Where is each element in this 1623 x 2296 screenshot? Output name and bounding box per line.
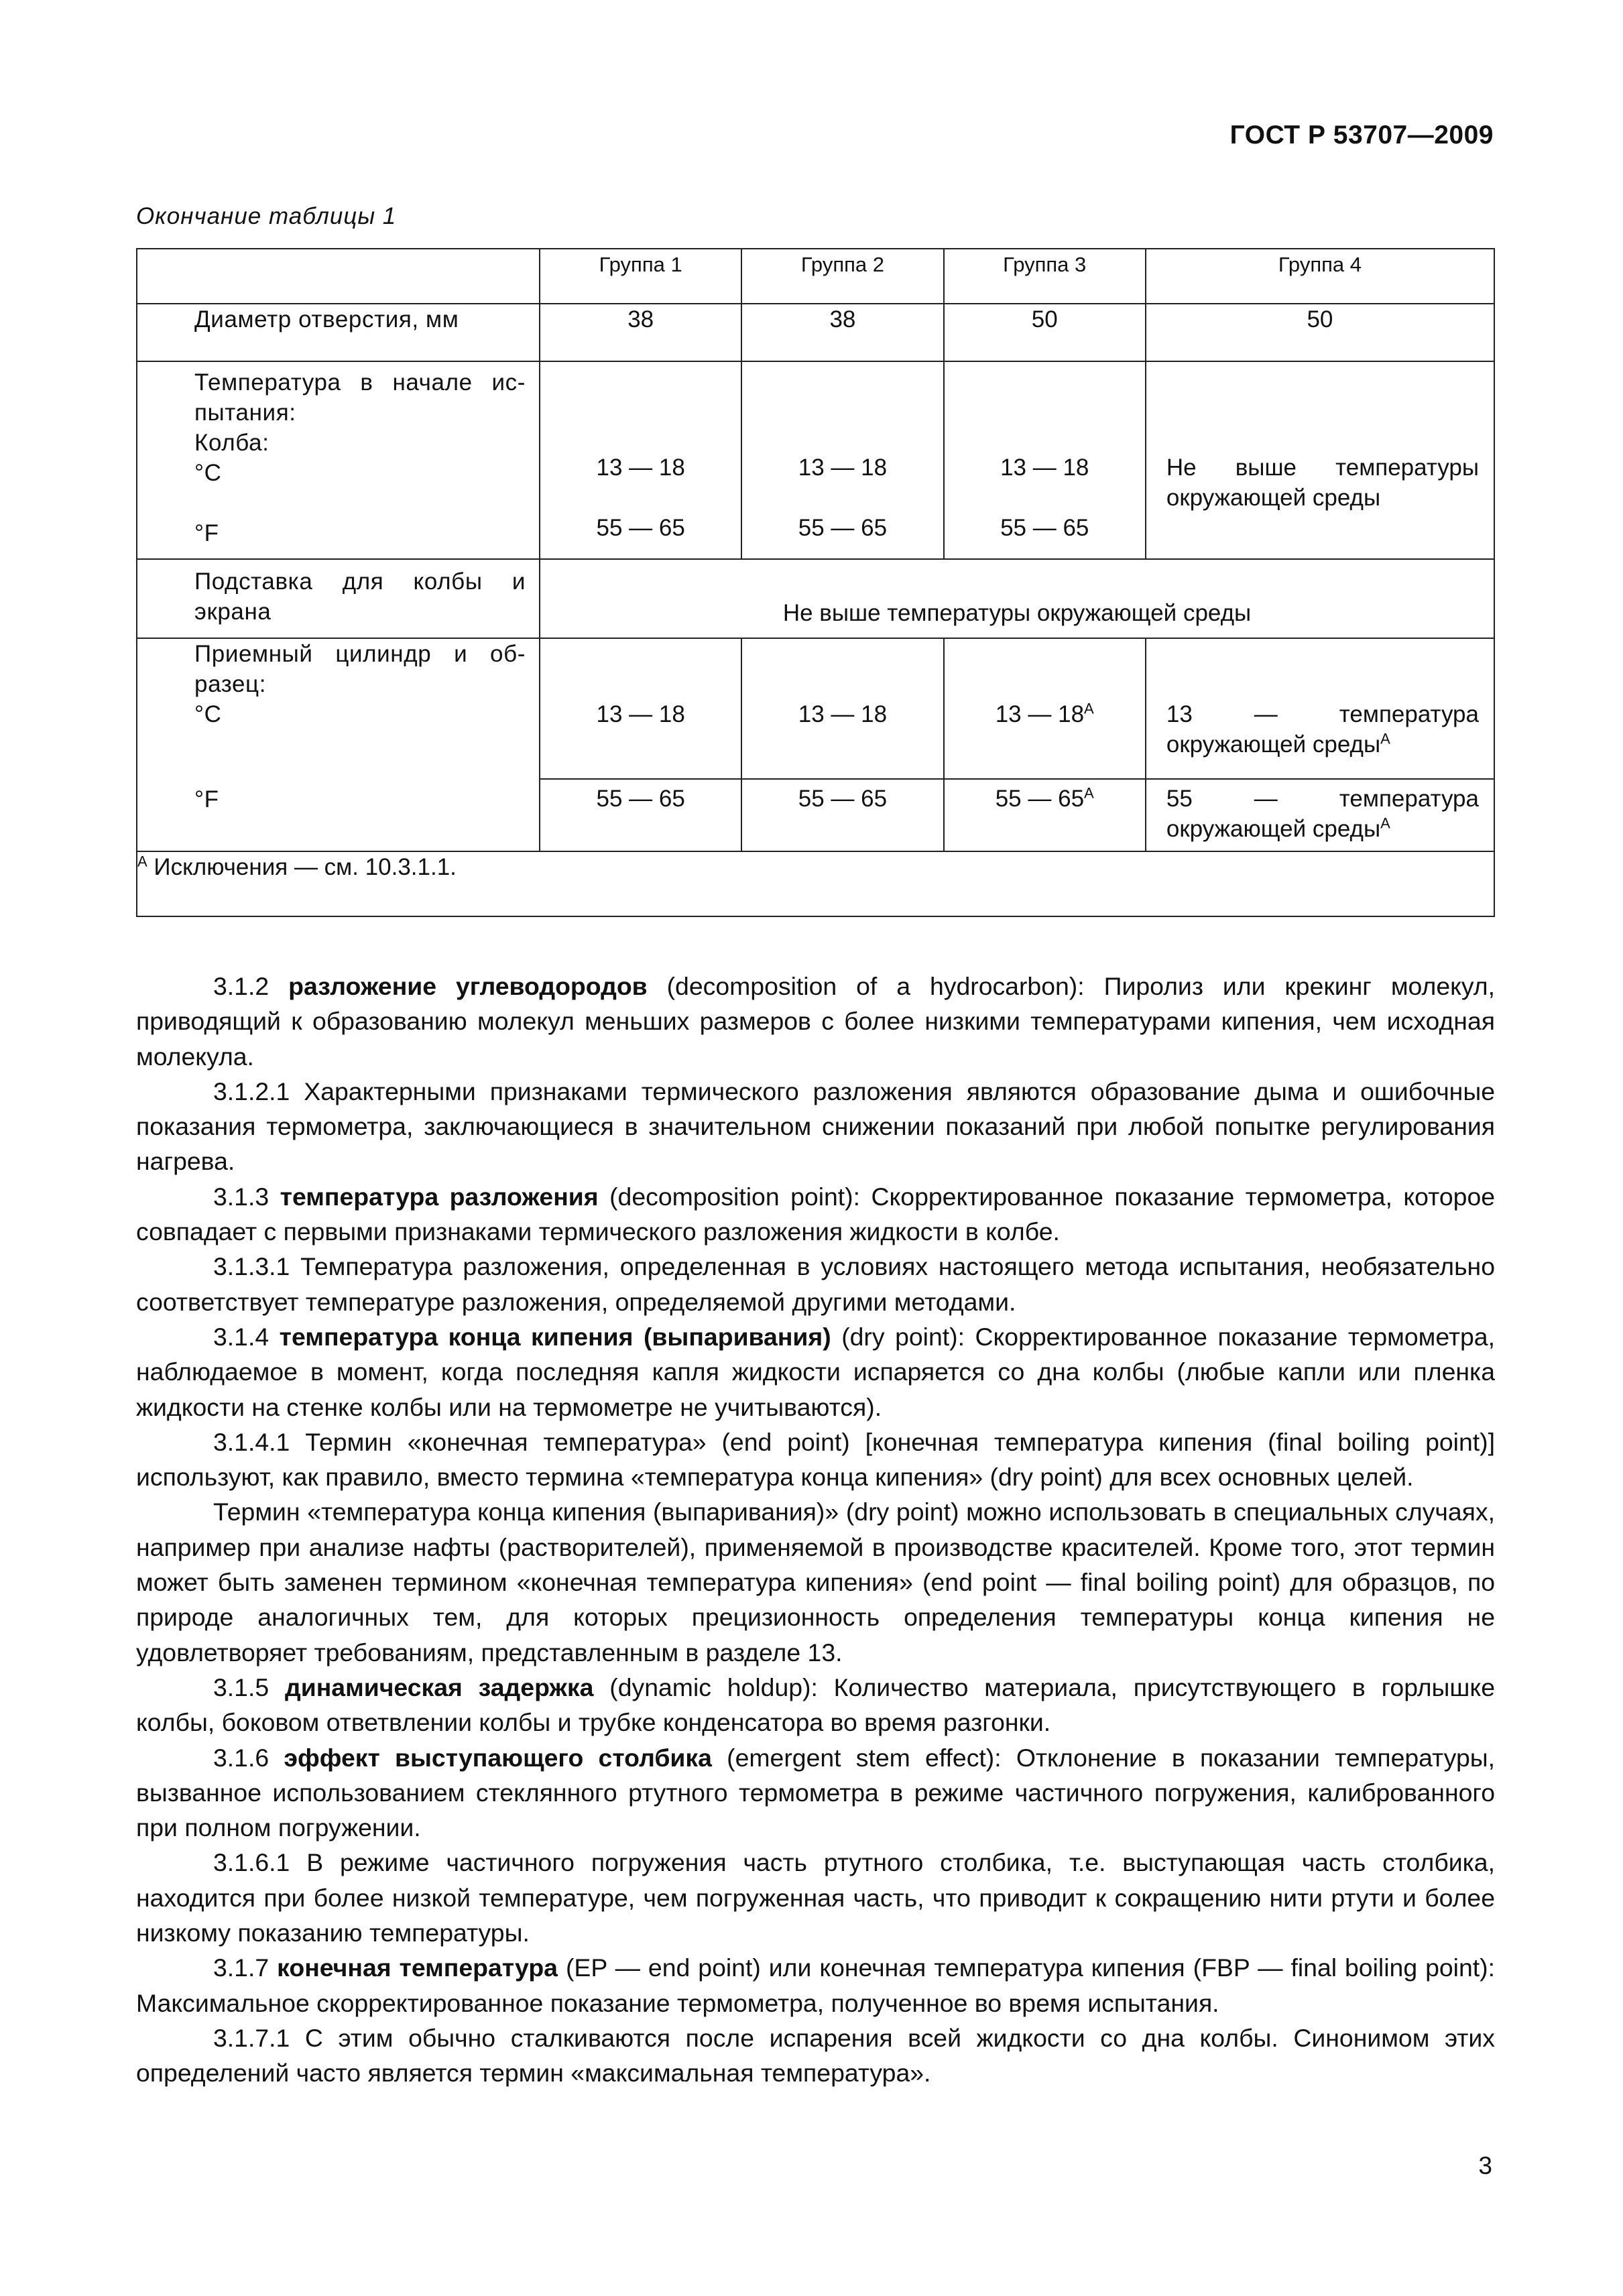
label-line: Колба: [194, 430, 269, 456]
celsius-range: 13 — 18 [1000, 455, 1089, 481]
table-row-start-temperature [137, 361, 1494, 559]
diameter-group-2: 38 [741, 304, 943, 361]
paragraph-3-1-4-1: 3.1.4.1 Термин «конечная температура» (end point) [конечная температура кипения (final boiling point)] используют, как правило, вместо термина «температура конца кипения» (dry point) для всех основных целей. [136, 1427, 1495, 1492]
footnote-mark: A [1380, 814, 1390, 832]
term: температура конца кипения (выпаривания) [279, 1322, 831, 1351]
diameter-group-4: 50 [1146, 304, 1494, 361]
paragraph-3-1-6-1: 3.1.6.1 В режиме частичного погружения часть ртутного столбика, т.е. выступающая часть столбика, находится при более низкой температуре, чем погруженная часть, что приводит к сокращению нити ртути и более низкому показанию температуры. [136, 1848, 1495, 1947]
footnote-text: Исключения — см. 10.3.1.1. [154, 854, 457, 880]
clause-number: 3.1.2 [213, 972, 269, 1000]
paragraph-3-1-7 [136, 1950, 1495, 2020]
group4-fahrenheit-text: 55 — температура окружающей среды [1166, 786, 1479, 842]
label-line: экрана [194, 599, 272, 625]
paragraph-3-1-4 [136, 1319, 1495, 1425]
label-line: Приемный цилиндр и об- [194, 641, 526, 667]
term: температура разложения [280, 1182, 599, 1211]
fahrenheit-range: 55 — 65 [596, 515, 685, 541]
footnote-mark: A [1380, 730, 1390, 747]
column-header-group-4: Группа 4 [1146, 249, 1494, 304]
stand-value: Не выше температуры окружающей среды [540, 559, 1494, 638]
row-label-diameter: Диаметр отверстия, мм [137, 304, 540, 361]
table-footnote-row [137, 851, 1494, 916]
start-temp-group-4: Не выше температуры окружающей среды [1146, 361, 1494, 559]
term: эффект выступающего столбика [284, 1743, 712, 1772]
table-caption: Окончание таблицы 1 [136, 203, 397, 229]
term: конечная температура [277, 1953, 558, 1982]
paragraph-3-1-3-1: 3.1.3.1 Температура разложения, определенная в условиях настоящего метода испытания, необязательно соответствует температуре разложения, определяемой другими методами. [136, 1252, 1495, 1316]
cylinder-c-group-2: 13 — 18 [741, 638, 943, 779]
label-line: Температура в начале ис- [194, 369, 526, 396]
label-line: °F [194, 520, 219, 546]
paragraph-3-1-6 [136, 1740, 1495, 1846]
fahrenheit-range: 55 — 65 [1000, 515, 1089, 541]
celsius-range: 13 — 18 [798, 455, 888, 481]
cylinder-f-group-1: 55 — 65 [540, 779, 741, 851]
fahrenheit-range: 55 — 65 [798, 515, 888, 541]
clause-number: 3.1.3 [213, 1182, 269, 1211]
row-label-cylinder [137, 638, 540, 779]
cylinder-f-group-4 [1146, 779, 1494, 851]
definition: (decomposition point): Скорректированное показание термометра, которое совпадает с первыми признаками термического разложения жидкости в колбе. [136, 1182, 1496, 1246]
group4-celsius-text: 13 — температура окружающей среды [1166, 701, 1479, 758]
column-header-group-3: Группа 3 [944, 249, 1146, 304]
footnote-mark: A [1084, 700, 1094, 717]
label-line: разец: [194, 671, 267, 697]
label-line: °C [194, 701, 222, 727]
paragraph-3-1-2-1: 3.1.2.1 Характерными признаками термического разложения являются образование дыма и ошибочные показания термометра, заключающиеся в значительном снижении показаний при любой попытке регулирования нагрева. [136, 1077, 1495, 1176]
clause-number: 3.1.7 [213, 1953, 269, 1982]
footnote-mark: A [1084, 784, 1094, 802]
row-label-stand [137, 559, 540, 638]
label-line: пытания: [194, 400, 296, 426]
clause-number: 3.1.6 [213, 1743, 269, 1772]
label-line: Подставка для колбы и [194, 568, 526, 595]
start-temp-group-1 [540, 361, 741, 559]
label-line: °C [194, 460, 222, 486]
definition: (dry point): Скорректированное показание термометра, наблюдаемое в момент, когда последняя капля жидкости испаряется со дна колбы (любые капли или пленка жидкости на стенке колбы или на термометре не учитываются). [136, 1322, 1495, 1421]
definition: (emergent stem effect): Отклонение в показании температуры, вызванное использованием стеклянного ртутного термометра в режиме частичного погружения, калиброванного при полном погружении. [136, 1743, 1496, 1842]
cylinder-f-group-3 [944, 779, 1146, 851]
column-header-group-1: Группа 1 [540, 249, 741, 304]
header-blank-cell [137, 249, 540, 304]
start-temp-group-2 [741, 361, 943, 559]
spec-table [136, 248, 1495, 917]
term: разложение углеводородов [288, 972, 648, 1000]
document-number: ГОСТ Р 53707—2009 [1229, 121, 1494, 149]
table-row-diameter [137, 304, 1494, 361]
cylinder-c-group-4 [1146, 638, 1494, 779]
diameter-group-3: 50 [944, 304, 1146, 361]
definition: (decomposition of a hydrocarbon): Пиролиз или крекинг молекул, приводящий к образованию молекул меньших размеров с более низкими температурами кипения, чем исходная молекула. [136, 972, 1495, 1071]
cylinder-c-group-3 [944, 638, 1146, 779]
cylinder-f-group-2: 55 — 65 [741, 779, 943, 851]
body-text [136, 969, 1495, 2091]
row-label-start-temperature [137, 361, 540, 559]
table-footnote [137, 851, 1494, 916]
table-header-row [137, 249, 1494, 304]
row-label-cylinder-f: °F [137, 779, 540, 851]
diameter-group-1: 38 [540, 304, 741, 361]
celsius-range: 13 — 18 [995, 701, 1085, 727]
start-temp-group-3 [944, 361, 1146, 559]
column-header-group-2: Группа 2 [741, 249, 943, 304]
clause-number: 3.1.4 [213, 1322, 269, 1351]
definition: (dynamic holdup): Количество материала, присутствующего в горлышке колбы, боковом ответвлении колбы и трубке конденсатора во время разгонки. [136, 1673, 1495, 1737]
definition: (EP — end point) или конечная температура кипения (FBP — final boiling point): Максимальное скорректированное показание термометра, полученное во время испытания. [136, 1953, 1495, 2017]
footnote-mark: A [137, 853, 147, 870]
table-row-cylinder-celsius [137, 638, 1494, 779]
paragraph-3-1-3 [136, 1179, 1495, 1250]
paragraph-3-1-5 [136, 1670, 1495, 1740]
table-row-cylinder-fahrenheit [137, 779, 1494, 851]
fahrenheit-range: 55 — 65 [995, 786, 1085, 812]
paragraph-3-1-7-1: 3.1.7.1 С этим обычно сталкиваются после испарения всей жидкости со дна колбы. Синонимом этих определений часто является термин «максимальная температура». [136, 2023, 1495, 2088]
celsius-range: 13 — 18 [596, 455, 685, 481]
clause-number: 3.1.5 [213, 1673, 269, 1701]
term: динамическая задержка [284, 1673, 594, 1701]
page-number: 3 [1478, 2152, 1492, 2179]
paragraph-3-1-2 [136, 969, 1495, 1074]
table-row-stand [137, 559, 1494, 638]
cylinder-c-group-1: 13 — 18 [540, 638, 741, 779]
paragraph-dry-point-note: Термин «температура конца кипения (выпаривания)» (dry point) можно использовать в специальных случаях, например при анализе нафты (растворителей), применяемой в производстве красителей. Кроме того, этот термин может быть заменен термином «конечная температура кипения» (end point — final boiling point) для образцов, по природе аналогичных тем, для которых прецизионность определения температуры конца кипения не удовлетворяет требованиям, представленным в разделе 13. [136, 1498, 1495, 1667]
